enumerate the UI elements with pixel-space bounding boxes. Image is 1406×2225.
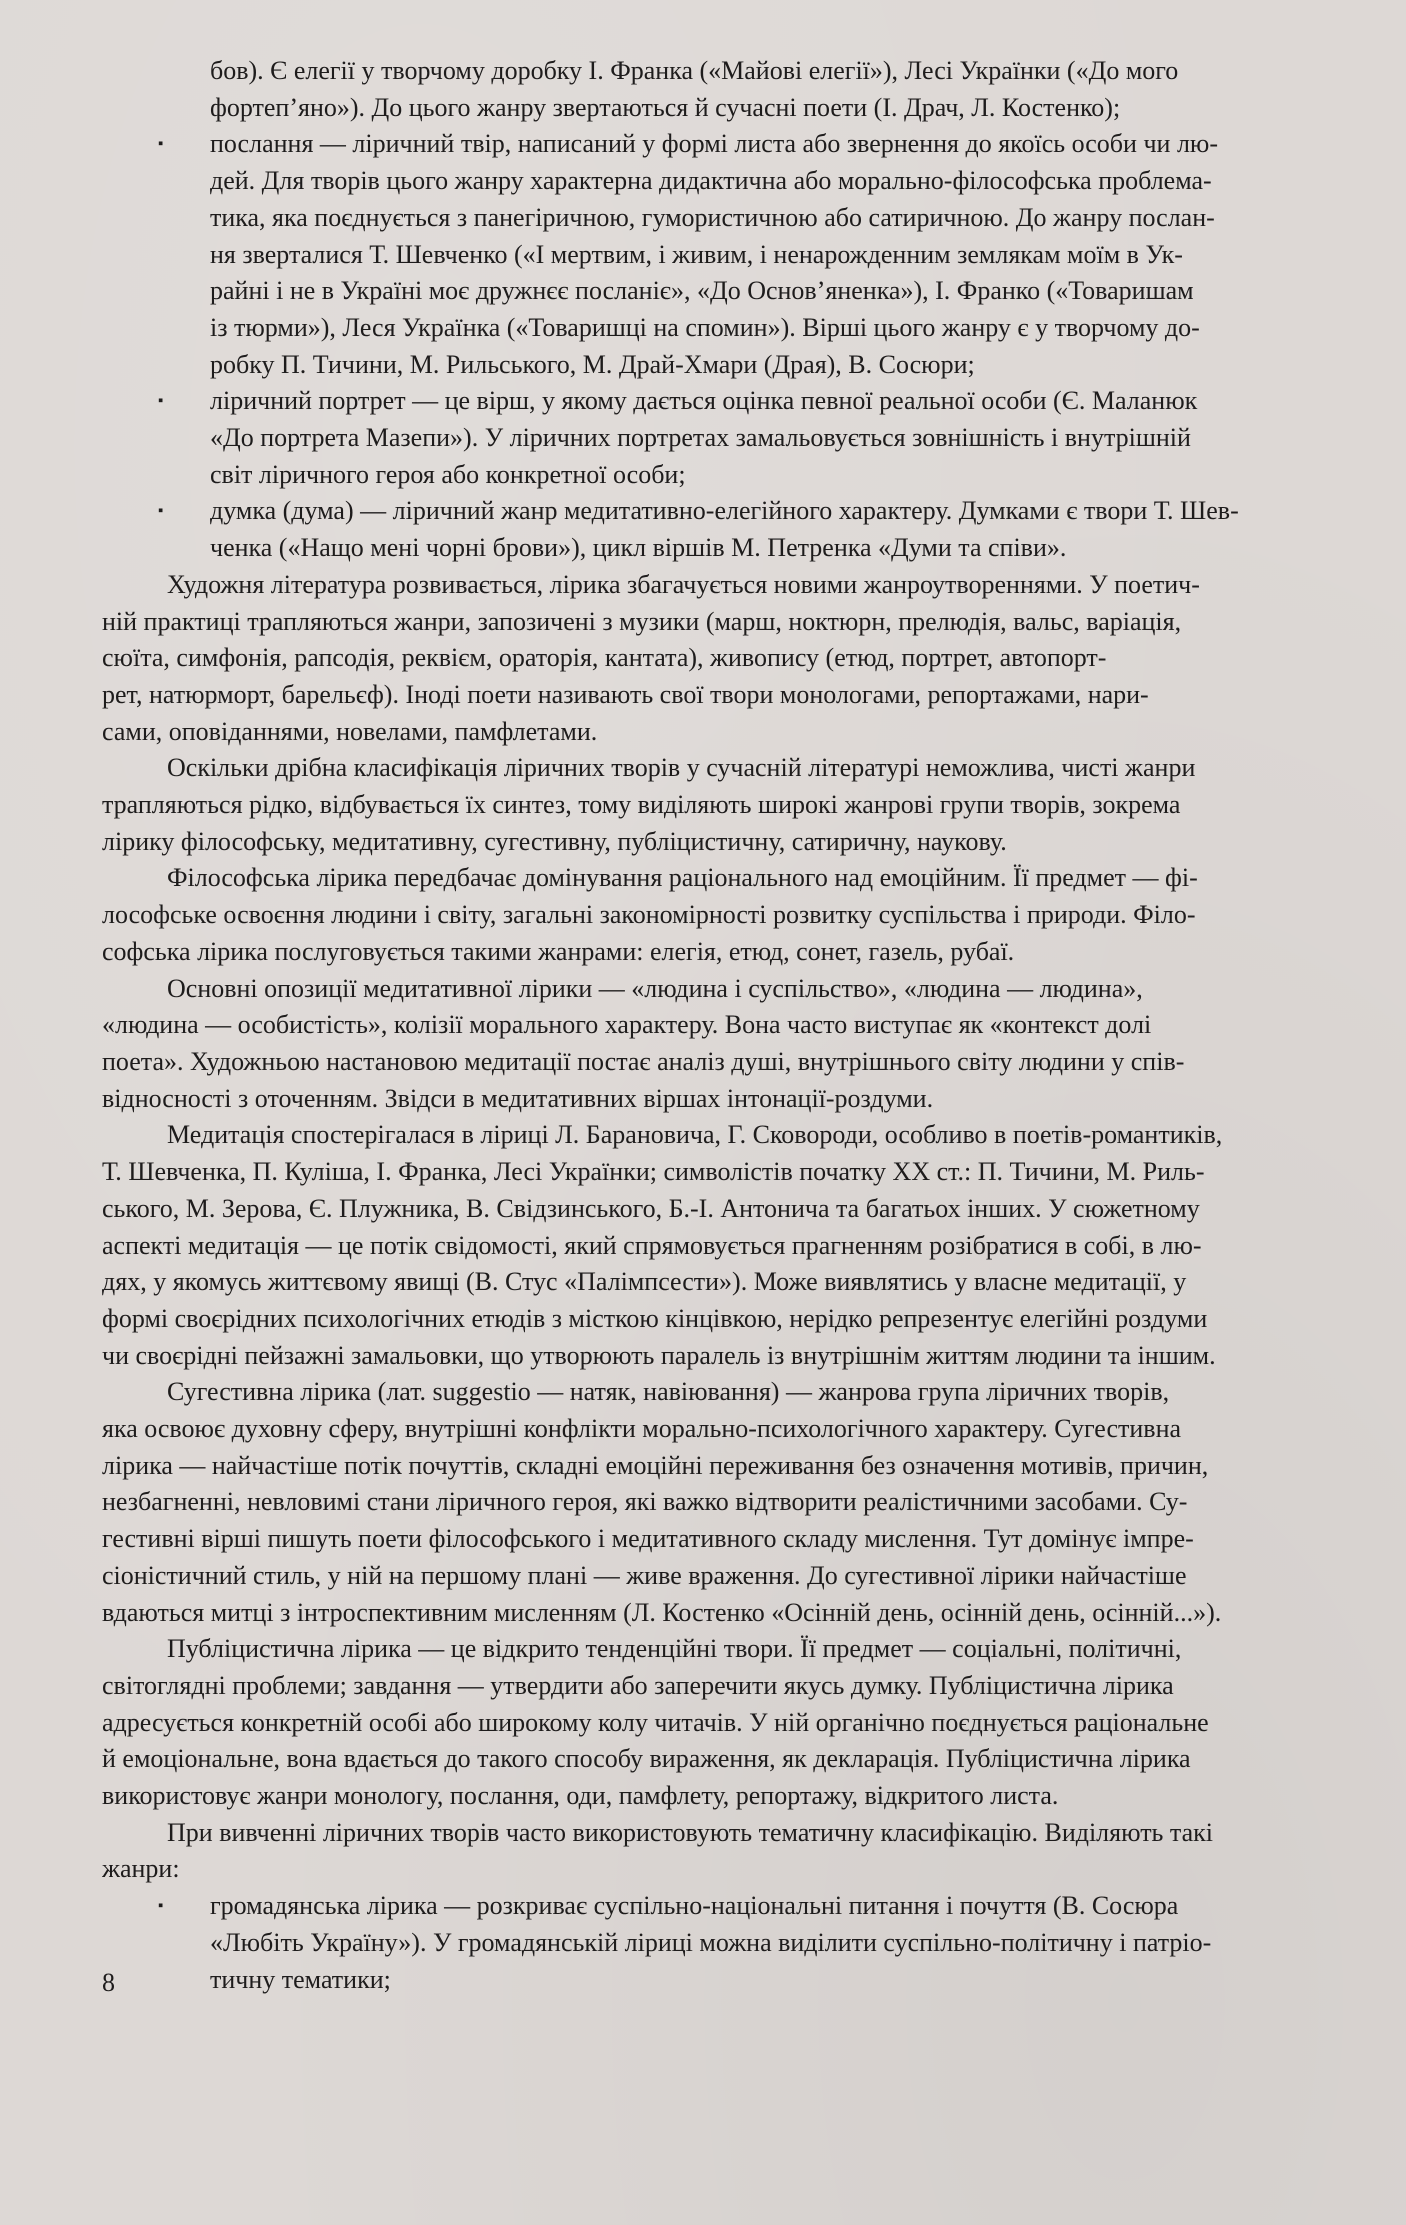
text-line: використовує жанри монологу, послання, оди, памфлету, репортажу, відкритого листа. [102,1781,1059,1811]
text-line: Основні опозиції медитативної лірики — «людина і суспільство», «людина — людина», [167,973,1143,1003]
text-line: рет, натюрморт, барельєф). Іноді поети називають свої твори монологами, репортажами, нари- [102,679,1149,709]
text-line: аспекті медитація — це потік свідомості, який спрямовується прагненням розібратися в собі, в лю- [102,1230,1202,1260]
text-line: незбагненні, невловимі стани ліричного героя, які важко відтворити реалістичними засобами. Су- [102,1487,1188,1517]
text-line: вдаються митці з інтроспективним мисленням (Л. Костенко «Осінній день, осінній день, осінній...»). [102,1597,1222,1627]
text-line: При вивченні ліричних творів часто використовують тематичну класифікацію. Виділяють такі [167,1817,1213,1847]
text-line: адресується конкретній особі або широкому колу читачів. У ній органічно поєднується раціональне [102,1707,1209,1737]
text-line: Т. Шевченка, П. Куліша, І. Франка, Лесі Українки; символістів початку ХХ ст.: П. Тичини, М. Риль- [102,1157,1205,1187]
page [102,53,1392,2213]
text-line: дях, у якомусь життєвому явищі (В. Стус «Палімпсести»). Може виявлятись у власне медитації, у [102,1267,1187,1297]
text-line: трапляються рідко, відбувається їх синтез, тому виділяють широкі жанрові групи творів, зокрема [102,790,1181,820]
text-line: сюїта, симфонія, рапсодія, реквієм, ораторія, кантата), живопису (етюд, портрет, автопорт- [102,643,1107,673]
text-line: із тюрми»), Леся Українка («Товаришці на спомин»). Вірші цього жанру є у творчому до- [210,312,1200,342]
text-line: лірику філософську, медитативну, сугестивну, публіцистичну, сатиричну, наукову. [102,826,1007,856]
text-line: Публіцистична лірика — це відкрито тенденційні твори. Її предмет — соціальні, політичні, [167,1634,1182,1664]
text-line: ського, М. Зерова, Є. Плужника, В. Свідзинського, Б.-І. Антонича та багатьох інших. У сюжетному [102,1193,1200,1223]
text-line: Медитація спостерігалася в ліриці Л. Барановича, Г. Сковороди, особливо в поетів-романтиків, [167,1120,1223,1150]
text-line: райні і не в Україні моє дружнєє посланіє», «До Основ’яненка»), І. Франко («Товаришам [210,276,1194,306]
text-line: чи своєрідні пейзажні замальовки, що утворюють паралель із внутрішнім життям людини та іншим. [102,1340,1216,1370]
text-line: сами, оповіданнями, новелами, памфлетами. [102,716,598,746]
text-line: ▪ громадянська лірика — розкриває суспільно-національні питання і почуття (В. Сосюра [102,1888,1392,1925]
text-line: фортеп’яно»). До цього жанру звертаються й сучасні поети (І. Драч, Л. Костенко); [210,92,1121,122]
text-line: тичну тематики; [210,1964,391,1994]
page-number: 8 [102,1968,115,1997]
text-line: відносності з оточенням. Звідси в медитативних віршах інтонації-роздуми. [102,1083,934,1113]
text-line: лірика — найчастіше потік почуттів, складні емоційні переживання без означення мотивів, причин, [102,1450,1209,1480]
text-line: світоглядні проблеми; завдання — утвердити або заперечити якусь думку. Публіцистична лірика [102,1670,1174,1700]
text-line: ня зверталися Т. Шевченко («І мертвим, і живим, і ненарожденним землякам моїм в Ук- [210,239,1183,269]
text-line: сіоністичний стиль, у ній на першому плані — живе враження. До сугестивної лірики найчастіше [102,1560,1187,1590]
text-line: Художня література розвивається, лірика збагачується новими жанроутвореннями. У поетич- [167,569,1200,599]
text-line: світ ліричного героя або конкретної особи; [210,459,686,489]
text-line: бов). Є елегії у творчому доробку І. Франка («Майові елегії»), Лесі Українки («До мого [210,56,1179,85]
text-line: ▪ послання — ліричний твір, написаний у формі листа або звернення до якоїсь особи чи лю- [102,126,1392,163]
text-line: ченка («Нащо мені чорні брови»), цикл віршів М. Петренка «Думи та співи». [210,533,1067,563]
text-line: Оскільки дрібна класифікація ліричних творів у сучасній літературі неможлива, чисті жанри [167,753,1196,783]
text-line: «До портрета Мазепи»). У ліричних портретах замальовується зовнішність і внутрішній [210,423,1191,453]
text-line: робку П. Тичини, М. Рильського, М. Драй-Хмари (Драя), В. Сосюри; [210,349,975,379]
text-line: ▪ думка (дума) — ліричний жанр медитативно-елегійного характеру. Думками є твори Т. Шев- [102,493,1392,530]
text-line: й емоціональне, вона вдається до такого способу вираження, як декларація. Публіцистична лірика [102,1744,1191,1774]
text-body [102,53,1392,1998]
text-line: «Любіть Україну»). У громадянській ліриці можна виділити суспільно-політичну і патріо- [210,1927,1212,1957]
text-line: дей. Для творів цього жанру характерна дидактична або морально-філософська проблема- [210,166,1212,196]
text-line: жанри: [102,1854,180,1884]
text-line: Філософська лірика передбачає домінування раціонального над емоційним. Її предмет — фі- [167,863,1198,893]
text-line: лософське освоєння людини і світу, загальні закономірності розвитку суспільства і природи. Філо- [102,900,1196,930]
text-line: формі своєрідних психологічних етюдів з місткою кінцівкою, нерідко репрезентує елегійні роздуми [102,1303,1208,1333]
text-line: ▪ ліричний портрет — це вірш, у якому дається оцінка певної реальної особи (Є. Маланюк [102,383,1392,420]
text-line: «людина — особистість», колізії морального характеру. Вона часто виступає як «контекст долі [102,1010,1152,1040]
text-line: поета». Художньою настановою медитації постає аналіз душі, внутрішнього світу людини у спів- [102,1046,1185,1076]
text-line: тика, яка поєднується з панегіричною, гумористичною або сатиричною. До жанру послан- [210,202,1215,232]
text-line: гестивні вірші пишуть поети філософського і медитативного складу мислення. Тут домінує імпре- [102,1524,1194,1554]
text-line: яка освоює духовну сферу, внутрішні конфлікти морально-психологічного характеру. Сугестивна [102,1414,1182,1444]
text-line: софська лірика послуговується такими жанрами: елегія, етюд, сонет, газель, рубаї. [102,936,1015,966]
text-line: Сугестивна лірика (лат. suggestio — натяк, навіювання) — жанрова група ліричних творів, [167,1377,1170,1407]
text-line: ній практиці трапляються жанри, запозичені з музики (марш, ноктюрн, прелюдія, вальс, варіація, [102,606,1182,636]
